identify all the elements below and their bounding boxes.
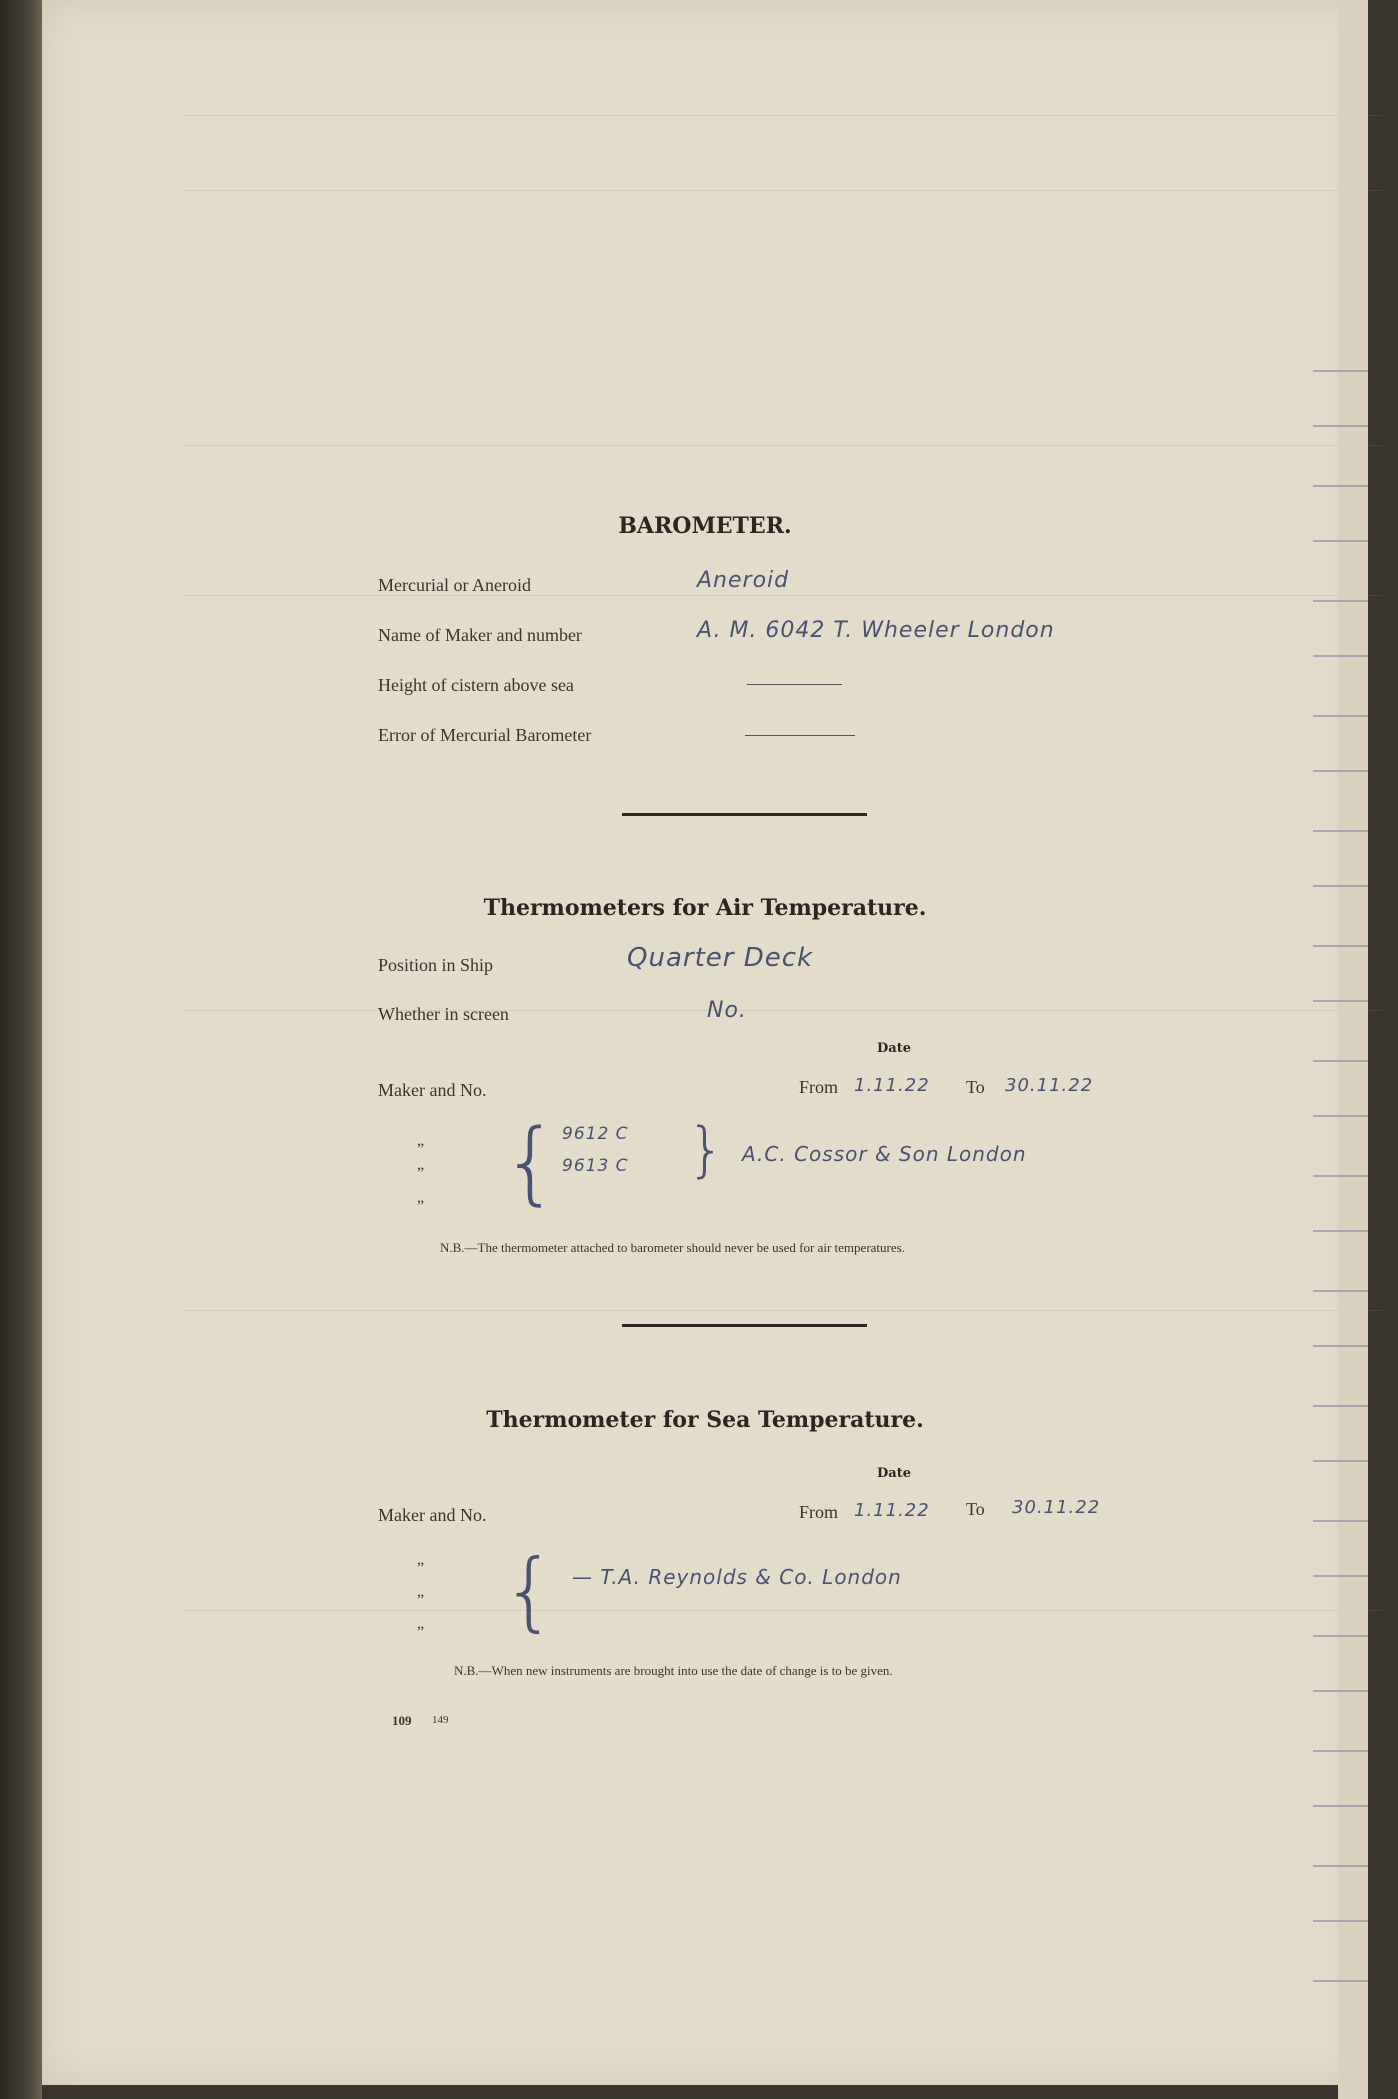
margin-tick bbox=[1313, 1460, 1368, 1462]
barometer-maker-label: Name of Maker and number bbox=[378, 625, 582, 645]
paper-edge bbox=[0, 0, 42, 2099]
air-maker-value: A.C. Cossor & Son London bbox=[742, 1142, 1027, 1166]
margin-tick bbox=[1313, 1520, 1368, 1522]
air-from-label: From bbox=[799, 1077, 839, 1097]
sea-from-label: From bbox=[799, 1502, 839, 1522]
sea-to-value: 30.11.22 bbox=[1012, 1497, 1101, 1518]
ditto-mark: ” bbox=[417, 1624, 425, 1641]
barometer-type-label: Mercurial or Aneroid bbox=[378, 575, 531, 595]
show-through-line bbox=[182, 190, 1382, 191]
sea-from-value: 1.11.22 bbox=[854, 1500, 930, 1521]
margin-tick bbox=[1313, 485, 1368, 487]
barometer-error-blank bbox=[745, 735, 855, 736]
barometer-maker-value: A. M. 6042 T. Wheeler London bbox=[697, 618, 1055, 643]
sea-to-label: To bbox=[966, 1499, 985, 1519]
margin-tick bbox=[1313, 1980, 1368, 1982]
margin-tick bbox=[1313, 655, 1368, 657]
barometer-heading: BAROMETER. bbox=[618, 513, 792, 539]
sea-heading: Thermometer for Sea Temperature. bbox=[486, 1407, 924, 1433]
sea-note: N.B.—When new instruments are brought into use the date of change is to be given. bbox=[454, 1663, 893, 1678]
margin-tick bbox=[1313, 1000, 1368, 1002]
margin-tick bbox=[1313, 1575, 1368, 1577]
ditto-mark: ” bbox=[417, 1592, 425, 1609]
air-heading: Thermometers for Air Temperature. bbox=[483, 895, 927, 921]
margin-tick bbox=[1313, 945, 1368, 947]
barometer-type-value: Aneroid bbox=[697, 568, 790, 593]
document-page bbox=[42, 0, 1368, 2085]
air-to-label: To bbox=[966, 1077, 985, 1097]
margin-tick bbox=[1313, 1920, 1368, 1922]
air-instrument-2: 9613 C bbox=[562, 1156, 629, 1176]
show-through-line bbox=[182, 1610, 1382, 1611]
air-note: N.B.—The thermometer attached to barometer should never be used for air temperatures. bbox=[440, 1240, 905, 1255]
margin-tick bbox=[1313, 1115, 1368, 1117]
air-screen-label: Whether in screen bbox=[378, 1004, 509, 1024]
margin-tick bbox=[1313, 425, 1368, 427]
margin-tick bbox=[1313, 1690, 1368, 1692]
air-maker-label: Maker and No. bbox=[378, 1080, 487, 1100]
margin-tick bbox=[1313, 715, 1368, 717]
ditto-mark: „ bbox=[417, 1132, 425, 1149]
ditto-mark: ” bbox=[417, 1198, 425, 1215]
margin-tick bbox=[1313, 830, 1368, 832]
margin-tick bbox=[1313, 1405, 1368, 1407]
margin-tick bbox=[1313, 1865, 1368, 1867]
barometer-error-label: Error of Mercurial Barometer bbox=[378, 725, 592, 745]
margin-tick bbox=[1313, 770, 1368, 772]
sea-instrument-value: — T.A. Reynolds & Co. London bbox=[572, 1565, 902, 1589]
margin-tick bbox=[1313, 370, 1368, 372]
sea-maker-label: Maker and No. bbox=[378, 1505, 487, 1525]
air-position-label: Position in Ship bbox=[378, 955, 494, 975]
air-to-value: 30.11.22 bbox=[1005, 1075, 1094, 1096]
left-brace: { bbox=[502, 1541, 557, 1641]
show-through-line bbox=[182, 595, 1382, 596]
air-from-value: 1.11.22 bbox=[854, 1075, 930, 1096]
barometer-height-blank bbox=[747, 684, 842, 685]
section-divider bbox=[622, 1324, 867, 1327]
show-through-line bbox=[182, 115, 1382, 116]
margin-tick bbox=[1313, 1230, 1368, 1232]
ditto-mark: ” bbox=[417, 1560, 425, 1577]
margin-tick bbox=[1313, 1345, 1368, 1347]
section-divider bbox=[622, 813, 867, 816]
margin-tick bbox=[1313, 1750, 1368, 1752]
left-brace: { bbox=[502, 1110, 560, 1215]
show-through-line bbox=[182, 1310, 1382, 1311]
margin-tick bbox=[1313, 1060, 1368, 1062]
form-code-2: 149 bbox=[432, 1714, 449, 1726]
show-through-line bbox=[182, 445, 1382, 446]
margin-tick bbox=[1313, 1635, 1368, 1637]
right-margin-strip bbox=[1338, 0, 1368, 2099]
barometer-height-label: Height of cistern above sea bbox=[378, 675, 574, 695]
margin-tick bbox=[1313, 1175, 1368, 1177]
show-through-line bbox=[182, 1010, 1382, 1011]
air-screen-value: No. bbox=[707, 998, 747, 1023]
sea-date-label: Date bbox=[877, 1466, 911, 1481]
margin-tick bbox=[1313, 1290, 1368, 1292]
air-position-value: Quarter Deck bbox=[627, 943, 814, 973]
form-code-1: 109 bbox=[392, 1713, 412, 1728]
ditto-mark: ” bbox=[417, 1165, 425, 1182]
margin-tick bbox=[1313, 885, 1368, 887]
air-date-label: Date bbox=[877, 1041, 911, 1056]
right-brace: } bbox=[687, 1115, 726, 1185]
air-instrument-1: 9612 C bbox=[562, 1124, 629, 1144]
margin-tick bbox=[1313, 1805, 1368, 1807]
margin-tick bbox=[1313, 540, 1368, 542]
margin-tick bbox=[1313, 600, 1368, 602]
